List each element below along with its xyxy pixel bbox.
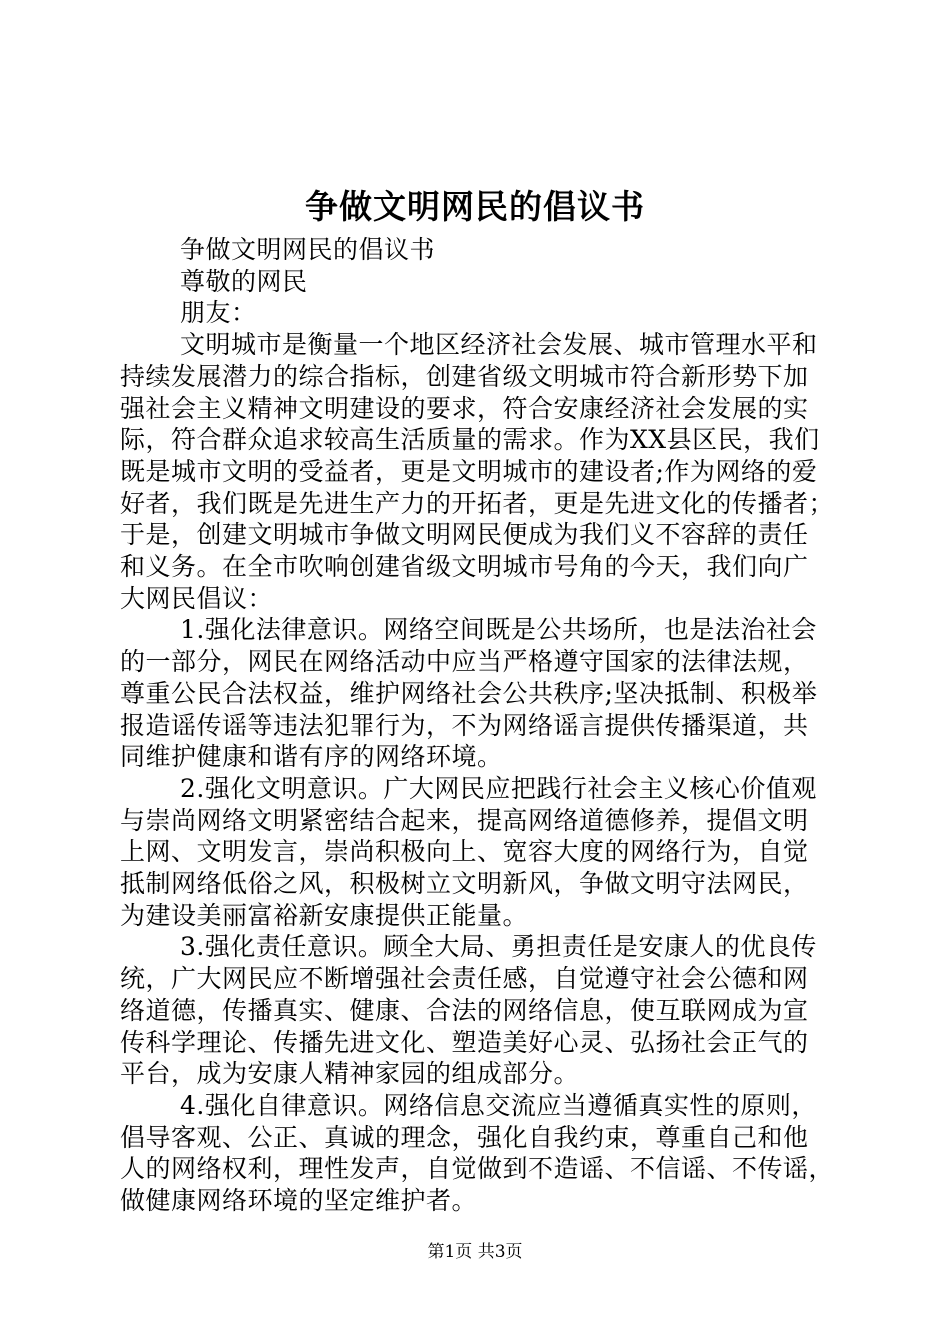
document-title: 争做文明网民的倡议书 (305, 187, 645, 226)
text-line: 为建设美丽富裕新安康提供正能量。 (120, 900, 529, 930)
text-line: 尊重公民合法权益，维护网络社会公共秩序;坚决抵制、积极举 (120, 678, 818, 708)
text-line: 于是，创建文明城市争做文明网民便成为我们义不容辞的责任 (120, 520, 809, 550)
text-line: 的一部分，网民在网络活动中应当严格遵守国家的法律法规， (120, 647, 809, 677)
text-line: 与崇尚网络文明紧密结合起来，提高网络道德修养，提倡文明 (120, 805, 809, 835)
text-line: 强社会主义精神文明建设的要求，符合安康经济社会发展的实 (120, 393, 809, 423)
text-line: 倡导客观、公正、真诚的理念，强化自我约束，尊重自己和他 (120, 1122, 809, 1152)
text-line: 做健康网络环境的坚定维护者。 (120, 1186, 478, 1216)
text-line: 好者，我们既是先进生产力的开拓者，更是先进文化的传播者； (120, 488, 835, 518)
document-body (120, 234, 834, 1217)
text-line: 4.强化自律意识。网络信息交流应当遵循真实性的原则， (180, 1090, 817, 1120)
text-line: 平台，成为安康人精神家园的组成部分。 (120, 1059, 580, 1089)
text-line: 统，广大网民应不断增强社会责任感，自觉遵守社会公德和网 (120, 964, 809, 994)
page-footer: 第1页 共3页 (427, 1242, 523, 1262)
text-line: 1.强化法律意识。网络空间既是公共场所，也是法治社会 (180, 615, 817, 645)
text-line: 际，符合群众追求较高生活质量的需求。作为XX县区民，我们 (120, 425, 820, 455)
text-line: 3.强化责任意识。顾全大局、勇担责任是安康人的优良传 (180, 932, 817, 962)
text-line: 和义务。在全市吹响创建省级文明城市号角的今天，我们向广 (120, 552, 809, 582)
text-line: 争做文明网民的倡议书 (180, 235, 436, 264)
text-line: 2.强化文明意识。广大网民应把践行社会主义核心价值观 (180, 773, 817, 803)
text-line: 报造谣传谣等违法犯罪行为，不为网络谣言提供传播渠道，共 (120, 710, 809, 740)
text-line: 抵制网络低俗之风，积极树立文明新风，争做文明守法网民， (120, 869, 809, 899)
text-line: 上网、文明发言，崇尚积极向上、宽容大度的网络行为，自觉 (120, 837, 809, 867)
text-line: 朋友： (180, 298, 257, 328)
text-line: 人的网络权利，理性发声，自觉做到不造谣、不信谣、不传谣， (120, 1154, 835, 1184)
text-line: 同维护健康和谐有序的网络环境。 (120, 742, 503, 772)
text-line: 大网民倡议： (120, 583, 274, 613)
text-line: 络道德，传播真实、健康、合法的网络信息，使互联网成为宣 (120, 995, 809, 1025)
text-line: 持续发展潜力的综合指标，创建省级文明城市符合新形势下加 (120, 361, 809, 391)
text-line: 传科学理论、传播先进文化、塑造美好心灵、弘扬社会正气的 (120, 1027, 809, 1057)
text-line: 文明城市是衡量一个地区经济社会发展、城市管理水平和 (180, 330, 818, 360)
text-line: 尊敬的网民 (180, 266, 308, 296)
text-line: 既是城市文明的受益者，更是文明城市的建设者;作为网络的爱 (120, 456, 818, 486)
